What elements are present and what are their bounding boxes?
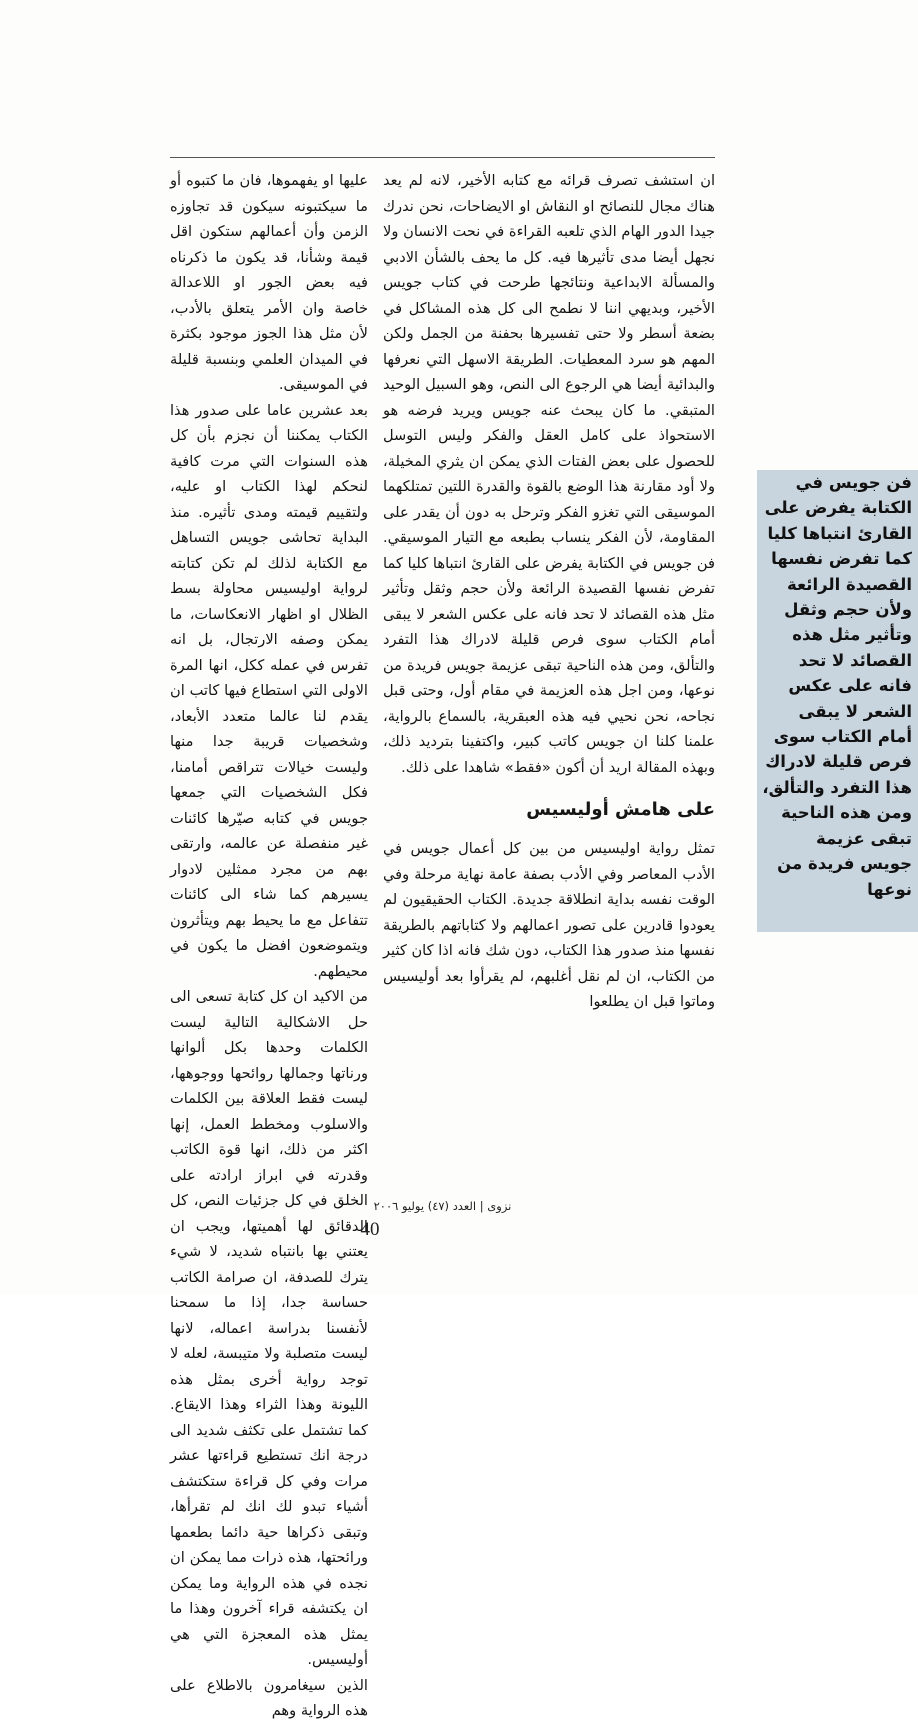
article-paragraph: الذين سيغامرون بالاطلاع على هذه الرواية وهم [170, 1676, 368, 1719]
pull-quote-text: فن جويس في الكتابة يفرض على القارئ انتباها كليا كما تفرض نفسها القصيدة الرائعة ولأن حجم وثقل وتأثير مثل هذه القصائد لا تحد فانه على عكس الشعر لا يبقى أمام الكتاب سوى فرص قليلة لادراك هذا التفرد والتألق، ومن هذه الناحية تبقى عزيمة جويس فريدة من نوعها [762, 473, 912, 899]
article-paragraph: من الاكيد ان كل كتابة تسعى الى حل الاشكالية التالية ليست الكلمات وحدها بكل ألوانها ورناتها وجمالها روائحها ووجوهها، ليست فقط العلاقة بين الكلمات والاسلوب ومخطط العمل، إنها اكثر من ذلك، انها قوة الكاتب وقدرته في ابراز ارادته على الخلق في كل جزئيات النص، كل الدقائق لها أهميتها، ويجب ان يعتني بها بانتباه شديد، لا شيء يترك للصدفة، ان صرامة الكاتب حساسة جدا، إذا ما سمحنا لأنفسنا بدراسة اعماله، لانها ليست متصلبة ولا متيبسة، لعله لا توجد رواية أخرى بمثل هذه الليونة وهذا الثراء وهذا الايقاع. كما تشتمل على تكثف شديد الى درجة انك تستطيع قراءتها عشر مرات وفي كل قراءة ستكتشف أشياء تبدو لك انك لم تقرأها، وتبقى ذكراها حية دائما بطعمها ورائحتها، هذه ذرات مما يمكن ان نجده في هذه الرواية وما يمكن ان يكتشفه قراء آخرون وهذا ما يمثل هذه المعجزة التي هي أوليسيس. [170, 988, 368, 1668]
article-column-right [383, 168, 715, 1188]
header-divider [170, 157, 715, 158]
article-paragraph: ان استشف تصرف قرائه مع كتابه الأخير، لانه لم يعد هناك مجال للنصائح او النقاش او الايضاحات، نحن ندرك جيدا الدور الهام الذي تلعبه القراءة في نحت الانسان ولا نجهل أيضا مدى تأثيرها فيه. كل ما يحف بالشأن الادبي والمسألة الابداعية ونتائجها طرحت في كتاب جويس الأخير، وبديهي اننا لا نطمح الى كل هذه المشاكل في بضعة أسطر ولا حتى تفسيرها بحفنة من الجمل ولكن المهم هو سرد المعطيات. الطريقة الاسهل التي نعرفها والبدائية أيضا هي الرجوع الى النص، وهو السبيل الوحيد المتبقي. ما كان يبحث عنه جويس ويريد فرضه هو الاستحواذ على كامل العقل والفكر وليس التوسل للحصول على بعض الفتات الذي يمكن ان يثري المخيلة، ولا أود مقارنة هذا الوضع بالقوة والقدرة اللتين تمتلكهما الموسيقى التي تغزو الفكر وترحل به دون أن يقدر على المقاومة، لأن الفكر ينساب بطبعه مع التيار الموسيقي. فن جويس في الكتابة يفرض على القارئ انتباها كليا كما تفرض نفسها القصيدة الرائعة ولأن حجم وثقل وتأثير مثل هذه القصائد لا تحد فانه على عكس الشعر لا يبقى أمام الكتاب سوى فرص قليلة لادراك هذا التفرد والتألق، ومن هذه الناحية تبقى عزيمة جويس فريدة من نوعها، ومن اجل هذه العزيمة في مقام أول، وحتى قبل نجاحه، نحن نحيي فيه هذه العبقرية، بالسماع بالرواية، علمنا كلنا ان جويس كاتب كبير، واكتفينا بترديد ذلك، وبهذه المقالة اريد أن أكون «فقط» شاهدا على ذلك. [383, 172, 715, 776]
article-paragraph: عليها او يفهموها، فان ما كتبوه أو ما سيكتبونه سيكون قد تجاوزه الزمن وأن أعمالهم ستكون اقل قيمة وشأنا، قد يكون ما ذكرناه فيه بعض الجور او اللاعدالة خاصة وان الأمر يتعلق بالأدب، لأن مثل هذا الجوز موجود بكثرة في الميدان العلمي وبنسبة قليلة في الموسيقى. [170, 172, 368, 393]
issue-caption: نزوى | العدد (٤٧) يوليو ٢٠٠٦ [373, 1199, 512, 1213]
article-paragraph: بعد عشرين عاما على صدور هذا الكتاب يمكننا أن نجزم بأن كل هذه السنوات التي مرت كافية لنحكم لهذا الكتاب او عليه، ولتقييم قيمته ومدى تأثيره. منذ البداية تحاشى جويس التساهل مع الكتابة لذلك لم تكن كتابته لرواية اوليسيس محاولة بسط الظلال او اظهار الانعكاسات، ما يمكن وصفه الارتجال، بل انه تفرس في عمله ككل، انها المرة الاولى التي استطاع فيها كاتب ان يقدم لنا عالما متعدد الأبعاد، وشخصيات قريبة جدا منها وليست خيالات تتراقص أمامنا، فكل الشخصيات التي جمعها جويس في كتابه صيّرها كائنات غير منفصلة عن عالمه، وارتقى بهم من مجرد ممثلين لادوار يسيرهم كما شاء الى كائنات تتفاعل مع ما يحيط بهم ويتأثرون ويتموضعون افضل ما يكون في محيطهم. [170, 401, 368, 980]
page-number: 40 [360, 1219, 380, 1240]
article-paragraph: تمثل رواية اوليسيس من بين كل أعمال جويس في الأدب المعاصر وفي الأدب بصفة عامة نهاية مرحلة وفي الوقت نفسه بداية انطلاقة جديدة. الكتاب الحقيقيون لم يعودوا قادرين على تصور اعمالهم ولا كتاباتهم بالطريقة نفسها منذ صدور هذا الكتاب، دون شك فانه اذا كان كثير من الكتاب، ان لم نقل أغلبهم، لم يقرأوا بعد أوليسيس وماتوا قبل ان يطلعوا [383, 840, 715, 1010]
pull-quote [757, 470, 918, 932]
article-column-left [170, 168, 368, 1719]
section-subheading: على هامش أوليسيس [526, 799, 715, 820]
